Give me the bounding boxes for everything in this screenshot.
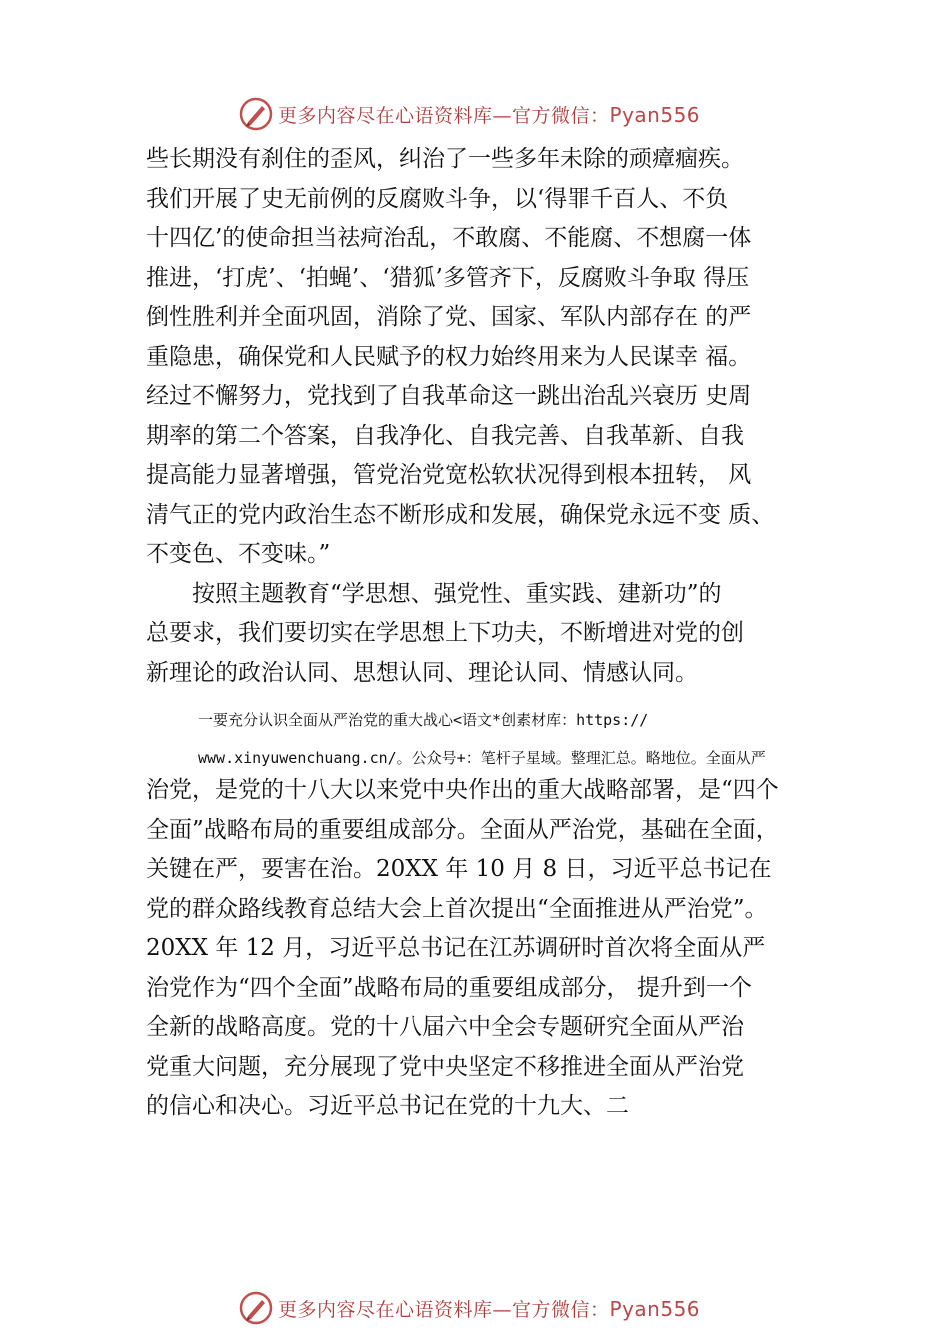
paragraph-3 (146, 771, 836, 1127)
text-line: 的信心和决心。习近平总书记在党的十九大、二 (146, 1093, 629, 1119)
pen-logo-icon (238, 96, 274, 132)
paragraph-2 (146, 575, 836, 694)
text-line: 总要求，我们要切实在学思想上下功夫，不断增进对党的创 (146, 620, 744, 646)
text-line: 党的群众路线教育总结大会上首次提出“全面推进从严治党”。 (146, 895, 768, 922)
text-line: 治党作为“四个全面”战略布局的重要组成部分， 提升到一个 (146, 974, 752, 1001)
text-line: 倒性胜利并全面巩固，消除了党、国家、军队内部存在 的严 (146, 304, 752, 330)
text-line: 我们开展了史无前例的反腐败斗争，以‘得罪千百人、不负 (146, 185, 729, 212)
text-line: 全新的战略高度。党的十八届六中全会专题研究全面从严治 (146, 1014, 744, 1040)
paragraph-1 (146, 140, 836, 575)
banner-text: 更多内容尽在心语资料库—官方微信：Pyan556 (278, 1296, 701, 1321)
text-line: 些长期没有刹住的歪风，纠治了一些多年未除的顽瘴痼疾。 (146, 146, 744, 172)
text-line: 治党，是党的十八大以来党中央作出的重大战略部署，是“四个 (146, 777, 779, 803)
source-note (146, 711, 836, 767)
text-line: 不变色、不变味。” (146, 541, 331, 567)
footer-banner (238, 1288, 700, 1328)
wechat-account: Pyan556 (609, 1296, 701, 1321)
text-line: 十四亿’的使命担当祛疴治乱，不敢腐、不能腐、不想腐一体 (146, 225, 752, 251)
text-line: 新理论的政治认同、思想认同、理论认同、情感认同。 (146, 659, 698, 686)
text-line: 推进，‘打虎’、‘拍蝇’、‘猎狐’多管齐下，反腐败斗争取 得压 (146, 264, 750, 291)
wechat-account: Pyan556 (609, 102, 701, 127)
text-line: 经过不懈努力，党找到了自我革命这一跳出治乱兴衰历 史周 (146, 383, 752, 409)
header-banner (238, 94, 700, 134)
text-line: 重隐患，确保党和人民赋予的权力始终用来为人民谋幸 福。 (146, 343, 752, 370)
text-line: 全面”战略布局的重要组成部分。全面从严治党，基础在全面， (146, 816, 779, 843)
text-line: 20XX 年 12 月，习近平总书记在江苏调研时首次将全面从严 (146, 935, 766, 961)
small-text-line: www.xinyuwenchuang.cn/。公众号+：笔杆子星域。整理汇总。略地位。全面从严 (198, 749, 766, 767)
text-line: 提高能力显著增强，管党治党宽松软状况得到根本扭转， 风 (146, 462, 752, 488)
text-line: 清气正的党内政治生态不断形成和发展，确保党永远不变 质、 (146, 501, 775, 528)
document-body (146, 140, 836, 1127)
text-line: 党重大问题，充分展现了党中央坚定不移推进全面从严治党 (146, 1053, 744, 1080)
text-line: 按照主题教育“学思想、强党性、重实践、建新功”的 (192, 580, 722, 607)
small-text-line: 一要充分认识全面从严治党的重大战心<语文*创素材库：https:// (198, 711, 649, 729)
pen-logo-icon (238, 1290, 274, 1326)
text-line: 关键在严，要害在治。20XX 年 10 月 8 日，习近平总书记在 (146, 856, 772, 882)
text-line: 期率的第二个答案，自我净化、自我完善、自我革新、自我 (146, 422, 744, 449)
banner-text: 更多内容尽在心语资料库—官方微信：Pyan556 (278, 102, 701, 127)
